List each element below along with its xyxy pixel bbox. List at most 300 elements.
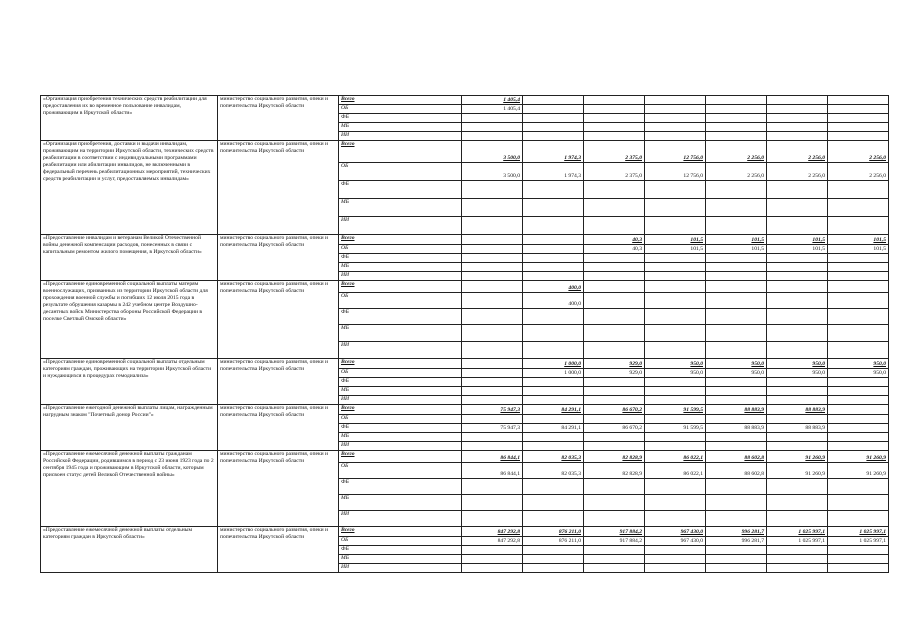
amount-cell [767, 263, 828, 272]
table-row [41, 281, 889, 293]
amount-cell [523, 387, 584, 396]
funding-source-cell: Всего [339, 527, 462, 537]
amount-cell [706, 396, 767, 405]
funding-source-cell: ОБ [339, 245, 462, 254]
amount-cell [462, 359, 523, 369]
amount-cell [767, 123, 828, 132]
funding-source-cell: МБ [339, 433, 462, 442]
amount-cell: 101,5 [767, 245, 828, 254]
amount-cell: 967 430,0 [645, 537, 706, 546]
amount-cell [462, 263, 523, 272]
amount-cell [584, 546, 645, 555]
amount-cell: 1 000,0 [523, 369, 584, 378]
amount-cell: 917 884,2 [584, 537, 645, 546]
amount-cell: 84 291,1 [523, 424, 584, 433]
measure-name-cell: «Предоставление ежемесячной денежной выплаты гражданам Российской Федерации, родившимся в период с 23 июня 1923 года по 2 сентября 1945 года и проживающим в Иркутской области, которым присвоен статус детей Великой Отечественной войны» [41, 451, 218, 527]
amount-cell: 86 844,1 [462, 463, 523, 479]
amount-cell [584, 123, 645, 132]
amount-cell [462, 132, 523, 141]
amount-cell [462, 325, 523, 342]
responsible-cell: министерство социального развития, опеки и попечительства Иркутской области [218, 527, 339, 573]
amount-cell: 400,0 [523, 293, 584, 309]
amount-cell [767, 555, 828, 564]
amount-cell: 876 211,0 [523, 527, 584, 537]
amount-cell [645, 96, 706, 105]
amount-cell [828, 309, 889, 325]
amount-cell [462, 387, 523, 396]
amount-cell [828, 181, 889, 199]
amount-cell: 86 022,1 [645, 463, 706, 479]
funding-source-cell: ОБ [339, 163, 462, 181]
amount-cell [584, 511, 645, 527]
amount-cell [462, 546, 523, 555]
amount-cell [462, 309, 523, 325]
amount-cell [645, 272, 706, 281]
measure-name-cell: «Предоставление единовременной социальной выплаты отдельным категориям граждан, проживающих на территории Иркутской области и нуждающихся в процедурах гемодиализа» [41, 359, 218, 405]
amount-cell [523, 123, 584, 132]
amount-cell [706, 442, 767, 451]
amount-cell [828, 479, 889, 495]
amount-cell [706, 433, 767, 442]
amount-cell: 86 844,1 [462, 451, 523, 463]
funding-source-cell: ИИ [339, 132, 462, 141]
amount-cell: 91 599,5 [645, 424, 706, 433]
amount-cell: 88 602,8 [706, 451, 767, 463]
amount-cell: 82 035,3 [523, 451, 584, 463]
amount-cell [767, 325, 828, 342]
amount-cell: 929,0 [584, 359, 645, 369]
amount-cell [462, 369, 523, 378]
amount-cell: 2 256,0 [828, 163, 889, 181]
amount-cell [767, 479, 828, 495]
funding-source-cell: Всего [339, 405, 462, 415]
amount-cell [523, 105, 584, 114]
amount-cell [767, 378, 828, 387]
amount-cell [523, 378, 584, 387]
amount-cell [706, 564, 767, 573]
amount-cell [828, 433, 889, 442]
amount-cell [645, 123, 706, 132]
amount-cell: 950,0 [706, 359, 767, 369]
amount-cell [645, 114, 706, 123]
amount-cell [706, 217, 767, 235]
amount-cell [767, 199, 828, 217]
amount-cell [767, 181, 828, 199]
funding-source-cell: Всего [339, 359, 462, 369]
funding-source-cell: МБ [339, 555, 462, 564]
amount-cell [706, 495, 767, 511]
table-row [41, 405, 889, 415]
amount-cell [523, 415, 584, 424]
amount-cell: 82 828,9 [584, 463, 645, 479]
funding-source-cell: ИИ [339, 511, 462, 527]
amount-cell [584, 281, 645, 293]
amount-cell: 400,0 [523, 281, 584, 293]
amount-cell [584, 495, 645, 511]
responsible-cell: министерство социального развития, опеки и попечительства Иркутской области [218, 141, 339, 235]
amount-cell [828, 564, 889, 573]
amount-cell [645, 495, 706, 511]
amount-cell: 91 260,9 [828, 463, 889, 479]
amount-cell: 2 256,0 [706, 163, 767, 181]
amount-cell: 84 291,1 [523, 405, 584, 415]
amount-cell [706, 281, 767, 293]
amount-cell [645, 309, 706, 325]
table-row [41, 527, 889, 537]
amount-cell: 950,0 [645, 369, 706, 378]
amount-cell: 847 292,8 [462, 537, 523, 546]
amount-cell [462, 511, 523, 527]
amount-cell [462, 199, 523, 217]
amount-cell [767, 495, 828, 511]
amount-cell: 996 281,7 [706, 537, 767, 546]
amount-cell [462, 272, 523, 281]
amount-cell [706, 105, 767, 114]
amount-cell [828, 105, 889, 114]
funding-source-cell: Всего [339, 281, 462, 293]
amount-cell [584, 309, 645, 325]
amount-cell [523, 555, 584, 564]
amount-cell [523, 245, 584, 254]
funding-source-cell: ИИ [339, 396, 462, 405]
amount-cell [523, 479, 584, 495]
amount-cell [767, 254, 828, 263]
amount-cell [828, 123, 889, 132]
amount-cell: 2 256,0 [828, 141, 889, 163]
amount-cell: 101,5 [828, 245, 889, 254]
amount-cell: 1 405,4 [462, 105, 523, 114]
amount-cell [584, 105, 645, 114]
funding-source-cell: ФБ [339, 479, 462, 495]
amount-cell: 91 599,5 [645, 405, 706, 415]
responsible-cell: министерство социального развития, опеки и попечительства Иркутской области [218, 405, 339, 451]
amount-cell: 2 256,0 [767, 163, 828, 181]
amount-cell [523, 546, 584, 555]
amount-cell [645, 442, 706, 451]
amount-cell [584, 132, 645, 141]
amount-cell: 101,5 [645, 235, 706, 245]
amount-cell: 91 260,9 [828, 451, 889, 463]
amount-cell [828, 342, 889, 359]
funding-source-cell: МБ [339, 325, 462, 342]
funding-source-cell: ОБ [339, 105, 462, 114]
amount-cell [645, 415, 706, 424]
amount-cell: 950,0 [767, 369, 828, 378]
amount-cell: 1 405,4 [462, 96, 523, 105]
amount-cell: 1 025 997,1 [767, 537, 828, 546]
funding-source-cell: ИИ [339, 342, 462, 359]
amount-cell [767, 309, 828, 325]
amount-cell: 950,0 [767, 359, 828, 369]
amount-cell [645, 181, 706, 199]
amount-cell [706, 546, 767, 555]
amount-cell [645, 199, 706, 217]
amount-cell [584, 96, 645, 105]
amount-cell [462, 181, 523, 199]
amount-cell: 101,5 [828, 235, 889, 245]
amount-cell [828, 217, 889, 235]
amount-cell [767, 546, 828, 555]
amount-cell: 86 670,2 [584, 405, 645, 415]
amount-cell [645, 325, 706, 342]
amount-cell [523, 396, 584, 405]
amount-cell: 86 670,2 [584, 424, 645, 433]
amount-cell [645, 105, 706, 114]
responsible-cell: министерство социального развития, опеки и попечительства Иркутской области [218, 359, 339, 405]
amount-cell [584, 263, 645, 272]
amount-cell [645, 555, 706, 564]
measure-name-cell: «Предоставление инвалидам и ветеранам Великой Отечественной войны денежной компенсации расходов, понесенных в связи с капитальным ремонтом жилого помещения, в Иркутской области» [41, 235, 218, 281]
amount-cell [645, 217, 706, 235]
amount-cell: 3 500,0 [462, 163, 523, 181]
amount-cell [828, 495, 889, 511]
amount-cell [828, 415, 889, 424]
responsible-cell: министерство социального развития, опеки и попечительства Иркутской области [218, 235, 339, 281]
amount-cell [462, 378, 523, 387]
amount-cell [828, 378, 889, 387]
amount-cell [645, 564, 706, 573]
amount-cell: 847 292,8 [462, 527, 523, 537]
amount-cell [462, 281, 523, 293]
amount-cell [828, 263, 889, 272]
amount-cell [462, 415, 523, 424]
amount-cell [584, 342, 645, 359]
amount-cell: 101,5 [706, 245, 767, 254]
amount-cell: 1 025 997,1 [767, 527, 828, 537]
amount-cell [767, 96, 828, 105]
amount-cell [706, 114, 767, 123]
amount-cell [706, 199, 767, 217]
amount-cell [584, 479, 645, 495]
amount-cell: 1 974,3 [523, 163, 584, 181]
amount-cell: 88 883,9 [767, 405, 828, 415]
amount-cell: 75 947,3 [462, 424, 523, 433]
amount-cell [706, 325, 767, 342]
measure-name-cell: «Предоставление единовременной социальной выплаты матерям военнослужащих, призванных из территории Иркутской области для прохождения военной службы и погибших 12 июля 2015 года в результате обрушения казармы в 242 учебном центре Воздушно-десантных войск Министерства обороны Российской Федерации в поселке Светлый Омской области» [41, 281, 218, 359]
amount-cell [706, 342, 767, 359]
amount-cell: 917 884,2 [584, 527, 645, 537]
funding-source-cell: МБ [339, 387, 462, 396]
amount-cell [645, 132, 706, 141]
amount-cell [828, 293, 889, 309]
amount-cell [645, 387, 706, 396]
amount-cell [828, 281, 889, 293]
amount-cell: 1 025 997,1 [828, 527, 889, 537]
amount-cell: 40,3 [584, 235, 645, 245]
funding-source-cell: МБ [339, 495, 462, 511]
amount-cell [645, 479, 706, 495]
funding-source-cell: ФБ [339, 181, 462, 199]
amount-cell [523, 199, 584, 217]
amount-cell [523, 564, 584, 573]
amount-cell [828, 424, 889, 433]
amount-cell [645, 293, 706, 309]
amount-cell [462, 293, 523, 309]
amount-cell [462, 555, 523, 564]
amount-cell [584, 181, 645, 199]
amount-cell [645, 254, 706, 263]
table-row [41, 235, 889, 245]
amount-cell: 101,5 [645, 245, 706, 254]
amount-cell: 2 375,0 [584, 163, 645, 181]
responsible-cell: министерство социального развития, опеки и попечительства Иркутской области [218, 451, 339, 527]
amount-cell [462, 433, 523, 442]
amount-cell [706, 555, 767, 564]
measure-name-cell: «Предоставление ежемесячной денежной выплаты отдельным категориям граждан в Иркутской области» [41, 527, 218, 573]
amount-cell [645, 396, 706, 405]
amount-cell [523, 254, 584, 263]
funding-source-cell: ОБ [339, 293, 462, 309]
amount-cell [584, 396, 645, 405]
amount-cell [767, 415, 828, 424]
amount-cell [462, 217, 523, 235]
amount-cell: 950,0 [828, 359, 889, 369]
amount-cell [828, 396, 889, 405]
funding-source-cell: ИИ [339, 217, 462, 235]
amount-cell: 1 000,0 [523, 359, 584, 369]
amount-cell [645, 511, 706, 527]
funding-source-cell: МБ [339, 199, 462, 217]
table-row [41, 96, 889, 105]
responsible-cell: министерство социального развития, опеки и попечительства Иркутской области [218, 281, 339, 359]
amount-cell [767, 511, 828, 527]
amount-cell [767, 442, 828, 451]
funding-source-cell: Всего [339, 96, 462, 105]
amount-cell [767, 132, 828, 141]
amount-cell: 88 883,9 [706, 424, 767, 433]
amount-cell: 75 947,3 [462, 405, 523, 415]
funding-source-cell: МБ [339, 263, 462, 272]
amount-cell [828, 511, 889, 527]
amount-cell [584, 325, 645, 342]
amount-cell: 12 756,0 [645, 141, 706, 163]
amount-cell [523, 96, 584, 105]
table-row [41, 451, 889, 463]
amount-cell [523, 181, 584, 199]
amount-cell [523, 217, 584, 235]
amount-cell [584, 199, 645, 217]
amount-cell [706, 415, 767, 424]
amount-cell [462, 245, 523, 254]
funding-source-cell: ИИ [339, 564, 462, 573]
amount-cell [584, 114, 645, 123]
amount-cell [706, 378, 767, 387]
amount-cell [767, 433, 828, 442]
responsible-cell: министерство социального развития, опеки и попечительства Иркутской области [218, 96, 339, 141]
amount-cell [767, 272, 828, 281]
funding-source-cell: ОБ [339, 415, 462, 424]
amount-cell [706, 511, 767, 527]
amount-cell: 876 211,0 [523, 537, 584, 546]
measure-name-cell: «Организация приобретения, доставки и выдачи инвалидам, проживающим на территории Иркутской области, технических средств реабилитации в соответствии с индивидуальными программами реабилитации или абилитации инвалидов, не включенными в федеральный перечень реабилитационных мероприятий, технических средств реабилитации и услуг, предоставляемых инвалидам» [41, 141, 218, 235]
amount-cell: 91 260,9 [767, 463, 828, 479]
amount-cell [828, 96, 889, 105]
amount-cell [767, 281, 828, 293]
amount-cell [767, 564, 828, 573]
amount-cell [706, 96, 767, 105]
amount-cell: 82 828,9 [584, 451, 645, 463]
measure-name-cell: «Предоставление ежегодной денежной выплаты лицам, награжденным нагрудным знаком "Почетный донор России"» [41, 405, 218, 451]
funding-source-cell: Всего [339, 141, 462, 163]
amount-cell [828, 442, 889, 451]
budget-table [40, 95, 889, 573]
amount-cell [584, 254, 645, 263]
amount-cell [767, 217, 828, 235]
amount-cell [767, 114, 828, 123]
amount-cell [462, 442, 523, 451]
amount-cell: 91 260,9 [767, 451, 828, 463]
amount-cell [645, 281, 706, 293]
amount-cell [767, 387, 828, 396]
amount-cell [523, 342, 584, 359]
funding-source-cell: ОБ [339, 463, 462, 479]
amount-cell [523, 132, 584, 141]
amount-cell: 88 883,9 [767, 424, 828, 433]
amount-cell: 88 602,8 [706, 463, 767, 479]
amount-cell [462, 235, 523, 245]
amount-cell [828, 405, 889, 415]
amount-cell [584, 415, 645, 424]
measure-name-cell: «Организация приобретения технических средств реабилитации для предоставления их во временное пользование инвалидам, проживающим в Иркутской области» [41, 96, 218, 141]
amount-cell [706, 254, 767, 263]
funding-source-cell: ОБ [339, 537, 462, 546]
amount-cell [706, 123, 767, 132]
amount-cell [645, 433, 706, 442]
amount-cell [706, 293, 767, 309]
amount-cell: 950,0 [828, 369, 889, 378]
amount-cell: 86 022,1 [645, 451, 706, 463]
amount-cell: 929,0 [584, 369, 645, 378]
amount-cell [462, 123, 523, 132]
amount-cell [462, 114, 523, 123]
amount-cell [584, 433, 645, 442]
amount-cell [523, 309, 584, 325]
funding-source-cell: ОБ [339, 369, 462, 378]
amount-cell [462, 342, 523, 359]
amount-cell: 12 756,0 [645, 163, 706, 181]
amount-cell [828, 114, 889, 123]
funding-source-cell: ФБ [339, 114, 462, 123]
amount-cell [645, 263, 706, 272]
amount-cell [828, 555, 889, 564]
funding-source-cell: МБ [339, 123, 462, 132]
amount-cell [828, 132, 889, 141]
amount-cell [706, 132, 767, 141]
amount-cell: 101,5 [767, 235, 828, 245]
amount-cell [584, 217, 645, 235]
amount-cell [828, 254, 889, 263]
amount-cell [706, 263, 767, 272]
amount-cell [584, 272, 645, 281]
amount-cell [706, 309, 767, 325]
funding-source-cell: ИИ [339, 272, 462, 281]
amount-cell [584, 555, 645, 564]
amount-cell [584, 564, 645, 573]
amount-cell [523, 114, 584, 123]
amount-cell [523, 495, 584, 511]
funding-source-cell: ФБ [339, 378, 462, 387]
amount-cell [645, 378, 706, 387]
amount-cell [706, 272, 767, 281]
amount-cell [523, 235, 584, 245]
amount-cell: 1 025 997,1 [828, 537, 889, 546]
funding-source-cell: Всего [339, 451, 462, 463]
amount-cell [462, 479, 523, 495]
amount-cell: 88 883,9 [706, 405, 767, 415]
amount-cell [767, 105, 828, 114]
amount-cell [462, 495, 523, 511]
amount-cell [584, 293, 645, 309]
